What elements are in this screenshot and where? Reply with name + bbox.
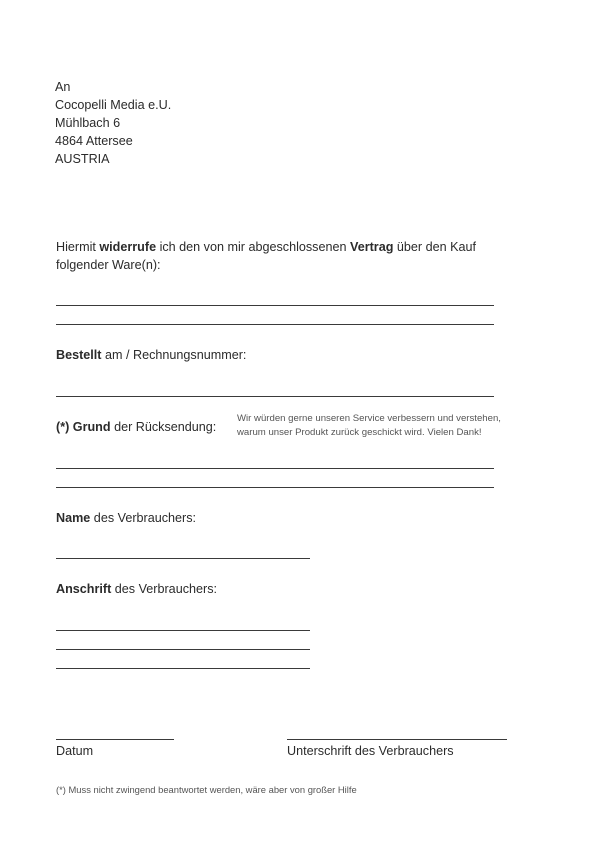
recipient-company: Cocopelli Media e.U.	[55, 98, 172, 112]
intro-text-2: ich den von mir abgeschlossenen	[156, 240, 350, 254]
reason-input-line-2[interactable]	[56, 487, 494, 488]
signature-input-line[interactable]	[287, 739, 507, 740]
consumer-name-input-line[interactable]	[56, 558, 310, 559]
intro-text-3: über den Kauf	[393, 240, 477, 254]
intro-line-1	[56, 238, 476, 256]
consumer-address-rest: des Verbrauchers:	[111, 582, 217, 596]
intro-text-1: Hiermit	[56, 240, 100, 254]
consumer-name-rest: des Verbrauchers:	[90, 511, 197, 525]
recipient-street: Mühlbach 6	[55, 116, 121, 130]
recipient-address	[55, 78, 171, 168]
signature-label: Unterschrift des Verbrauchers	[287, 744, 454, 758]
consumer-address-input-line-1[interactable]	[56, 630, 310, 631]
recipient-prefix: An	[55, 80, 71, 94]
recipient-country: AUSTRIA	[55, 152, 110, 166]
reason-rest: der Rücksendung:	[110, 420, 217, 434]
reason-note-line-2: warum unser Produkt zurück geschickt wird. Vielen Dank!	[237, 427, 482, 438]
consumer-address-input-line-2[interactable]	[56, 649, 310, 650]
consumer-name-bold: Name	[56, 511, 91, 525]
ordered-input-line[interactable]	[56, 396, 494, 397]
reason-input-line-1[interactable]	[56, 468, 494, 469]
recipient-city: 4864 Attersee	[55, 134, 133, 148]
consumer-address-label	[56, 580, 217, 598]
reason-note-line-1: Wir würden gerne unseren Service verbessern und verstehen,	[237, 413, 501, 424]
consumer-address-input-line-3[interactable]	[56, 668, 310, 669]
consumer-address-bold: Anschrift	[56, 582, 112, 596]
ordered-label	[56, 346, 246, 364]
ordered-rest: am / Rechnungsnummer:	[101, 348, 247, 362]
reason-note	[237, 412, 501, 440]
goods-input-line-2[interactable]	[56, 324, 494, 325]
ordered-bold: Bestellt	[56, 348, 102, 362]
intro-bold-vertrag: Vertrag	[350, 240, 394, 254]
date-input-line[interactable]	[56, 739, 174, 740]
consumer-name-label	[56, 509, 196, 527]
reason-label	[56, 418, 216, 436]
footnote: (*) Muss nicht zwingend beantwortet werden, wäre aber von großer Hilfe	[56, 784, 357, 795]
intro-bold-widerrufe: widerrufe	[99, 240, 157, 254]
date-label: Datum	[56, 744, 94, 758]
goods-input-line-1[interactable]	[56, 305, 494, 306]
reason-bold: (*) Grund	[56, 420, 111, 434]
intro-line-2: folgender Ware(n):	[56, 258, 161, 272]
